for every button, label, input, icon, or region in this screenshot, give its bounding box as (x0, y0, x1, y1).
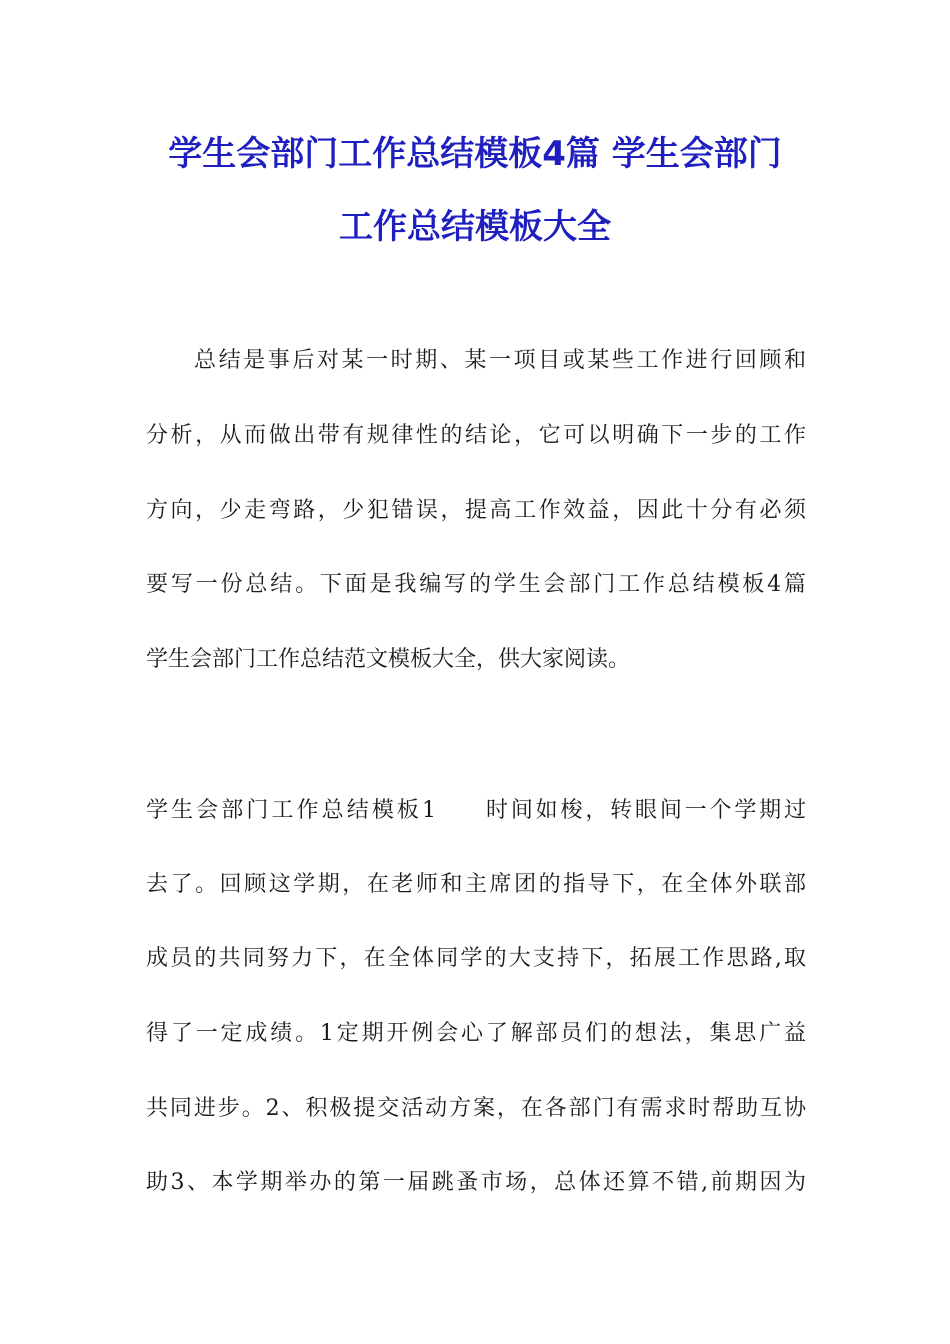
section-1-first-text: 时间如梭，转眼间一个学期过 (486, 798, 806, 823)
intro-line-2: 分析，从而做出带有规律性的结论，它可以明确下一步的工作 (146, 423, 806, 448)
document-title-line-1: 学生会部门工作总结模板4篇 学生会部门 (168, 134, 782, 174)
section-1-line-3: 得了一定成绩。1定期开例会心了解部员们的想法，集思广益 (146, 1021, 806, 1046)
section-1-line-5: 助3、本学期举办的第一届跳蚤市场，总体还算不错,前期因为 (146, 1170, 806, 1195)
section-1-line-4: 共同进步。2、积极提交活动方案，在各部门有需求时帮助互协 (146, 1096, 806, 1121)
section-1-line-1: 去了。回顾这学期，在老师和主席团的指导下，在全体外联部 (146, 872, 806, 897)
intro-line-3: 方向，少走弯路，少犯错误，提高工作效益，因此十分有必须 (146, 498, 806, 523)
intro-line-4: 要写一份总结。下面是我编写的学生会部门工作总结模板4篇 (146, 572, 806, 597)
section-1-title: 学生会部门工作总结模板1 (146, 798, 436, 823)
document-title-line-2: 工作总结模板大全 (339, 207, 611, 247)
intro-line-5: 学生会部门工作总结范文模板大全，供大家阅读。 (146, 647, 631, 672)
section-1-heading-row (146, 796, 806, 826)
section-1-line-2: 成员的共同努力下，在全体同学的大支持下，拓展工作思路,取 (146, 946, 806, 971)
intro-line-1: 总结是事后对某一时期、某一项目或某些工作进行回顾和 (194, 348, 806, 373)
